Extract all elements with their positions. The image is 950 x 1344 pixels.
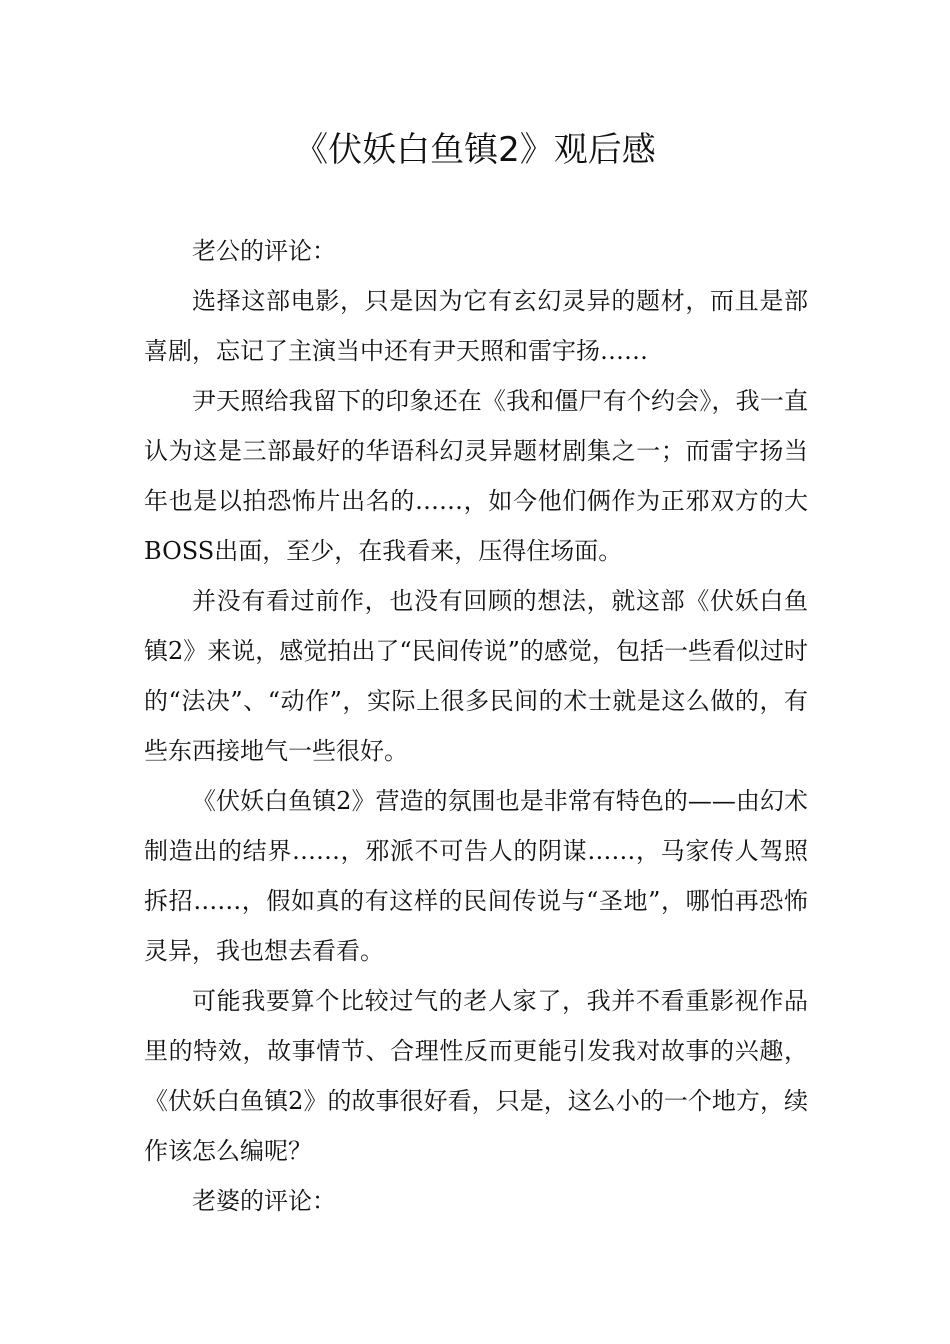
paragraph-husband-heading: 老公的评论： — [192, 237, 336, 265]
paragraph: 《伏妖白鱼镇2》营造的氛围也是非常有特色的——由幻术制造出的结界……，邪派不可告人的阴谋……，马家传人驾照拆招……，假如真的有这样的民间传说与“圣地”，哪怕再恐怖灵异，我也想去看看。 — [144, 787, 808, 965]
document-title: 《伏妖白鱼镇2》观后感 — [294, 130, 656, 170]
paragraph: 可能我要算个比较过气的老人家了，我并不看重影视作品里的特效，故事情节、合理性反而更能引发我对故事的兴趣，《伏妖白鱼镇2》的故事很好看，只是，这么小的一个地方，续作该怎么编呢？ — [144, 987, 808, 1165]
paragraph-wife-heading: 老婆的评论： — [192, 1187, 336, 1215]
paragraph: 选择这部电影，只是因为它有玄幻灵异的题材，而且是部喜剧，忘记了主演当中还有尹天照和雷宇扬…… — [144, 287, 808, 365]
document-body — [144, 226, 808, 1226]
paragraph: 并没有看过前作，也没有回顾的想法，就这部《伏妖白鱼镇2》来说，感觉拍出了“民间传说”的感觉，包括一些看似过时的“法决”、“动作”，实际上很多民间的术士就是这么做的，有些东西接地气一些很好。 — [144, 587, 808, 765]
paragraph: 尹天照给我留下的印象还在《我和僵尸有个约会》，我一直认为这是三部最好的华语科幻灵异题材剧集之一；而雷宇扬当年也是以拍恐怖片出名的……，如今他们俩作为正邪双方的大BOSS出面，至少，在我看来，压得住场面。 — [144, 387, 808, 565]
